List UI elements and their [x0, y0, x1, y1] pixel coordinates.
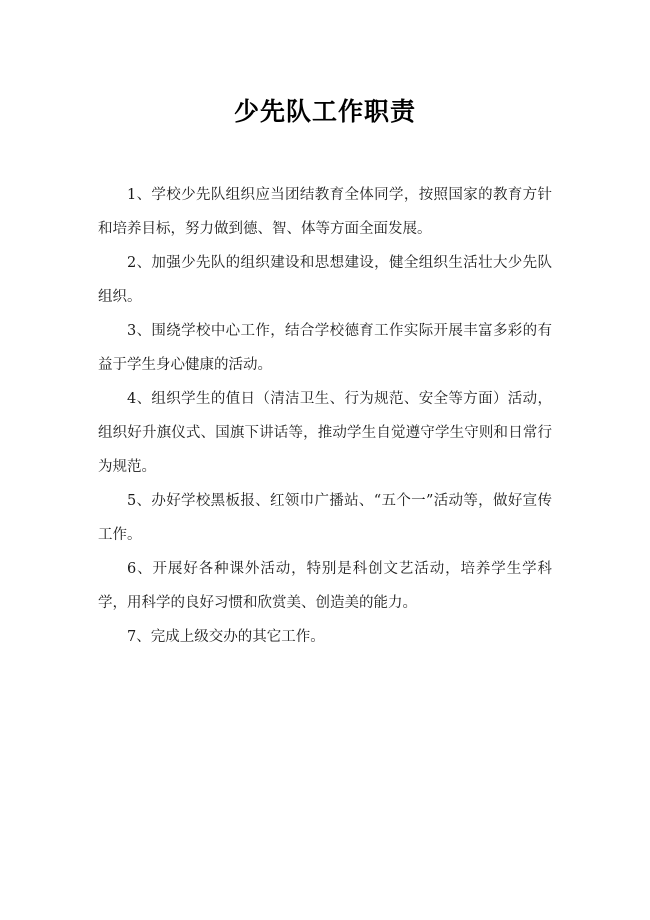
- paragraph-item-2: 2、加强少先队的组织建设和思想建设，健全组织生活壮大少先队组织。: [98, 255, 552, 305]
- paragraph-item-6: 6、开展好各种课外活动，特别是科创文艺活动，培养学生学科学，用科学的良好习惯和欣赏美、创造美的能力。: [98, 561, 552, 611]
- paragraph-item-3: 3、围绕学校中心工作，结合学校德育工作实际开展丰富多彩的有益于学生身心健康的活动。: [98, 323, 552, 373]
- document-title: 少先队工作职责: [233, 97, 416, 126]
- document-body: [98, 178, 552, 654]
- paragraph-item-1: 1、学校少先队组织应当团结教育全体同学，按照国家的教育方针和培养目标，努力做到德、智、体等方面全面发展。: [98, 187, 552, 237]
- paragraph-item-5: 5、办好学校黑板报、红领巾广播站、“五个一”活动等，做好宣传工作。: [98, 493, 552, 543]
- paragraph-item-4: 4、组织学生的值日（清洁卫生、行为规范、安全等方面）活动，组织好升旗仪式、国旗下讲话等，推动学生自觉遵守学生守则和日常行为规范。: [98, 391, 552, 475]
- paragraph-item-7: 7、完成上级交办的其它工作。: [127, 629, 325, 645]
